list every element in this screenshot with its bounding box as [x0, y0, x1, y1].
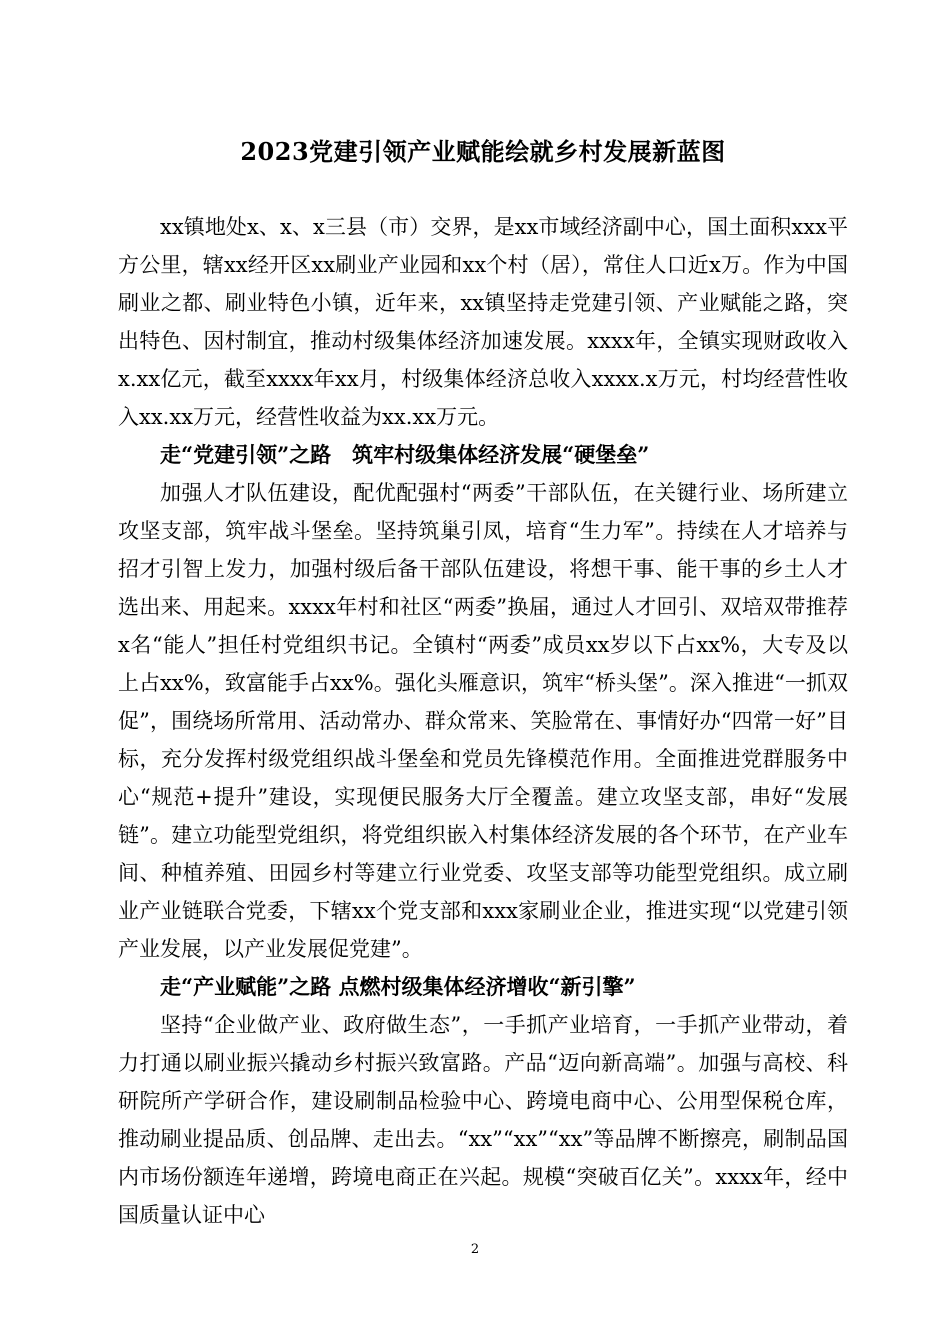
intro-paragraph: xx镇地处x、x、x三县（市）交界，是xx市域经济副中心，国土面积xxx平方公里，辖xx经开区xx刷业产业园和xx个村（居），常住人口近x万。作为中国刷业之都、刷业特色小镇，近年来，xx镇坚持走党建引领、产业赋能之路，突出特色、因村制宜，推动村级集体经济加速发展。xxxx年，全镇实现财政收入x.xx亿元，截至xxxx年xx月，村级集体经济总收入xxxx.x万元，村均经营性收入xx.xx万元，经营性收益为xx.xx万元。 [118, 215, 848, 429]
document-title: 2023党建引领产业赋能绘就乡村发展新蓝图 [240, 137, 726, 166]
document-body [118, 130, 848, 1234]
section-heading-industry-empowerment: 走“产业赋能”之路 点燃村级集体经济增收“新引擎” [160, 974, 636, 999]
section-body-industry-empowerment: 坚持“企业做产业、政府做生态”，一手抓产业培育，一手抓产业带动，着力打通以刷业振兴撬动乡村振兴致富路。产品“迈向新高端”。加强与高校、科研院所产学研合作，建设刷制品检验中心、跨境电商中心、公用型保税仓库，推动刷业提品质、创品牌、走出去。“xx”“xx”“xx”等品牌不断擦亮，刷制品国内市场份额连年递增，跨境电商正在兴起。规模“突破百亿关”。xxxx年，经中国质量认证中心 [118, 1013, 848, 1227]
section-heading-party-leadership: 走“党建引领”之路 筑牢村级集体经济发展“硬堡垒” [160, 442, 650, 467]
section-body-party-leadership: 加强人才队伍建设，配优配强村“两委”干部队伍，在关键行业、场所建立攻坚支部，筑牢战斗堡垒。坚持筑巢引凤，培育“生力军”。持续在人才培养与招才引智上发力，加强村级后备干部队伍建设，将想干事、能干事的乡土人才选出来、用起来。xxxx年村和社区“两委”换届，通过人才回引、双培双带推荐x名“能人”担任村党组织书记。全镇村“两委”成员xx岁以下占xx%，大专及以上占xx%，致富能手占xx%。强化头雁意识，筑牢“桥头堡”。深入推进“一抓双促”，围绕场所常用、活动常办、群众常来、笑脸常在、事情好办“四常一好”目标，充分发挥村级党组织战斗堡垒和党员先锋模范作用。全面推进党群服务中心“规范+提升”建设，实现便民服务大厅全覆盖。建立攻坚支部，串好“发展链”。建立功能型党组织，将党组织嵌入村集体经济发展的各个环节，在产业车间、种植养殖、田园乡村等建立行业党委、攻坚支部等功能型党组织。成立刷业产业链联合党委，下辖xx个党支部和xxx家刷业企业，推进实现“以党建引领产业发展，以产业发展促党建”。 [118, 481, 848, 961]
page-number: 2 [470, 1242, 480, 1257]
